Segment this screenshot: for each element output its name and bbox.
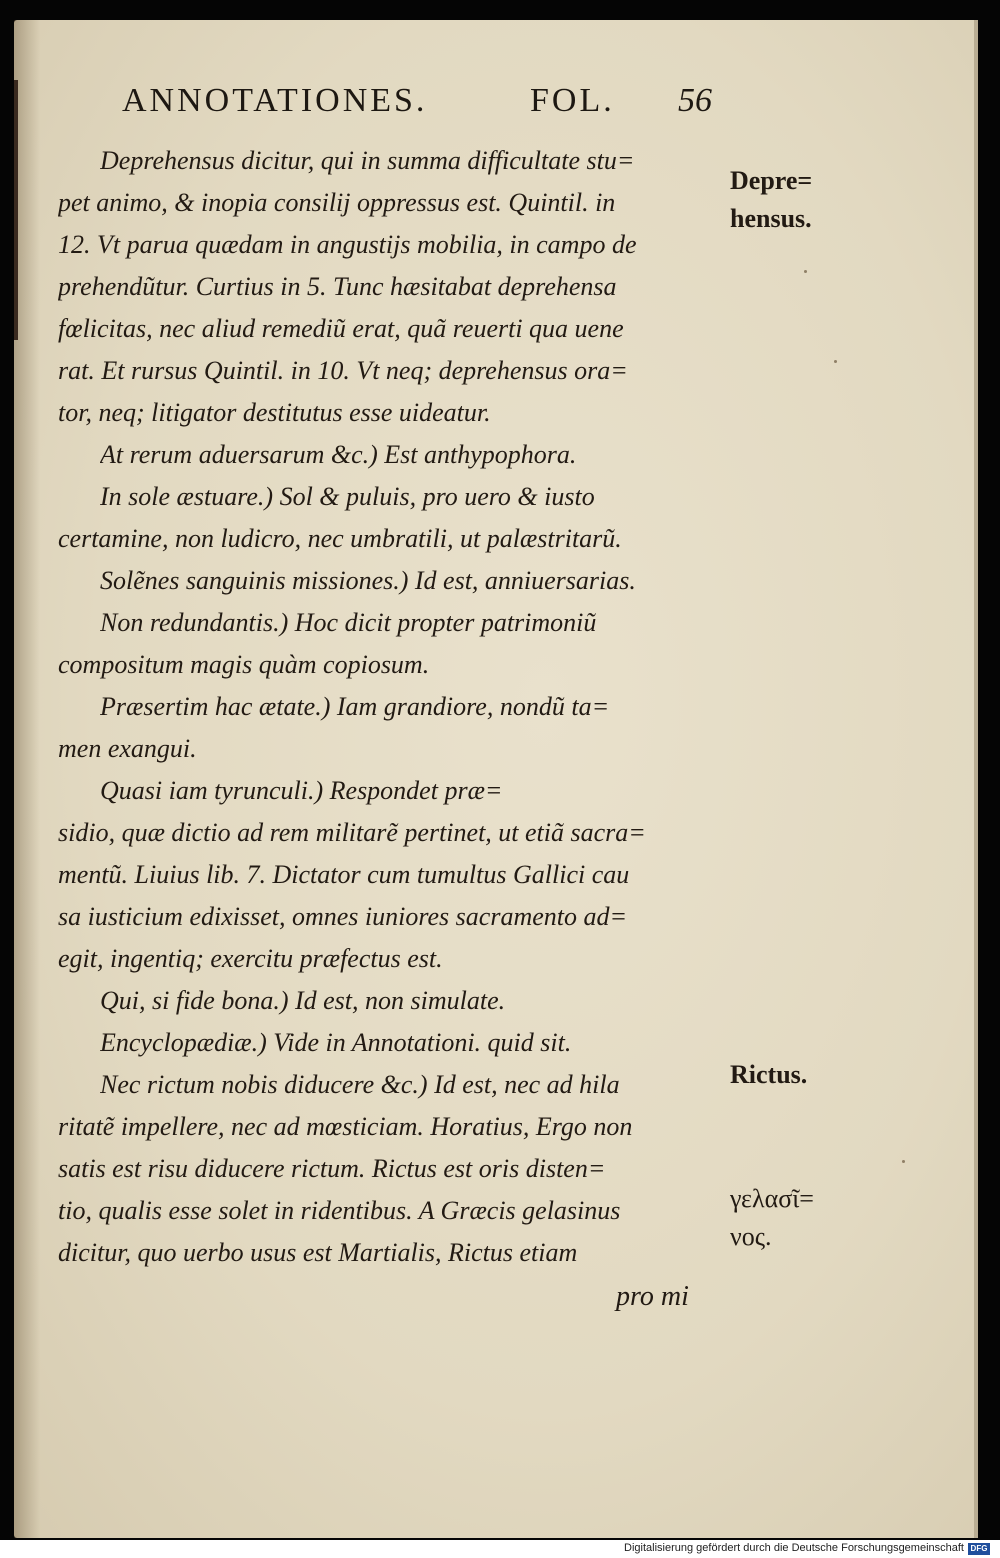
text-line: Nec rictum nobis diducere &c.) Id est, nec ad hila (100, 1070, 620, 1099)
paper-speck (804, 270, 807, 273)
funding-credit: Digitalisierung gefördert durch die Deutsche Forschungsgemeinschaft (624, 1542, 964, 1554)
text-line: In sole æstuare.) Sol & puluis, pro uero & iusto (100, 482, 595, 511)
folio-label: FOL. (530, 82, 615, 119)
page-number: 56 (678, 82, 712, 119)
text-line: dicitur, quo uerbo usus est Martialis, Rictus etiam (58, 1238, 578, 1267)
footer-bar (0, 1540, 1000, 1558)
text-line: sa iusticium edixisset, omnes iuniores sacramento ad= (58, 902, 628, 931)
paper-speck (834, 360, 837, 363)
dfg-logo: DFG (968, 1543, 990, 1555)
text-line: rat. Et rursus Quintil. in 10. Vt neq; deprehensus ora= (58, 356, 628, 385)
text-line: certamine, non ludicro, nec umbratili, ut palæstritarũ. (58, 524, 622, 553)
text-line: mentũ. Liuius lib. 7. Dictator cum tumultus Gallici cau (58, 860, 630, 889)
marginal-note: Depre= (730, 166, 813, 195)
text-line: men exangui. (58, 734, 197, 763)
text-line: satis est risu diducere rictum. Rictus est oris disten= (58, 1154, 606, 1183)
text-line: egit, ingentiq; exercitu præfectus est. (58, 944, 443, 973)
text-line: ritatẽ impellere, nec ad mœsticiam. Horatius, Ergo non (58, 1112, 633, 1141)
text-line: tio, qualis esse solet in ridentibus. A Græcis gelasinus (58, 1196, 621, 1225)
text-line: tor, neq; litigator destitutus esse uideatur. (58, 398, 491, 427)
catchword: pro mi (616, 1281, 689, 1312)
text-line: Non redundantis.) Hoc dicit propter patrimoniũ (100, 608, 597, 637)
text-line: Qui, si fide bona.) Id est, non simulate. (100, 986, 506, 1015)
marginal-note: Rictus. (730, 1060, 808, 1089)
marginal-note: γελασῖ= (730, 1184, 814, 1213)
text-line: Præsertim hac ætate.) Iam grandiore, nondũ ta= (100, 692, 610, 721)
marginal-note: νος. (730, 1222, 772, 1251)
text-line: Deprehensus dicitur, qui in summa difficultate stu= (100, 146, 635, 175)
text-line: At rerum aduersarum &c.) Est anthypophora. (100, 440, 577, 469)
text-line: 12. Vt parua quædam in angustijs mobilia, in campo de (58, 230, 637, 259)
text-line: pet animo, & inopia consilij oppressus est. Quintil. in (58, 188, 616, 217)
text-line: sidio, quæ dictio ad rem militarẽ pertinet, ut etiã sacra= (58, 818, 646, 847)
running-title: ANNOTATIONES. (122, 82, 428, 119)
text-line: Encyclopædiæ.) Vide in Annotationi. quid sit. (100, 1028, 572, 1057)
paper-speck (902, 1160, 905, 1163)
text-line: Solẽnes sanguinis missiones.) Id est, anniuersarias. (100, 566, 636, 595)
text-line: Quasi iam tyrunculi.) Respondet præ= (100, 776, 503, 805)
text-line: fœlicitas, nec aliud remediũ erat, quã reuerti qua uene (58, 314, 624, 343)
text-line: compositum magis quàm copiosum. (58, 650, 430, 679)
marginal-note: hensus. (730, 204, 812, 233)
book-page (14, 20, 978, 1538)
text-line: prehendũtur. Curtius in 5. Tunc hæsitabat deprehensa (58, 272, 617, 301)
body-text (14, 20, 978, 1538)
